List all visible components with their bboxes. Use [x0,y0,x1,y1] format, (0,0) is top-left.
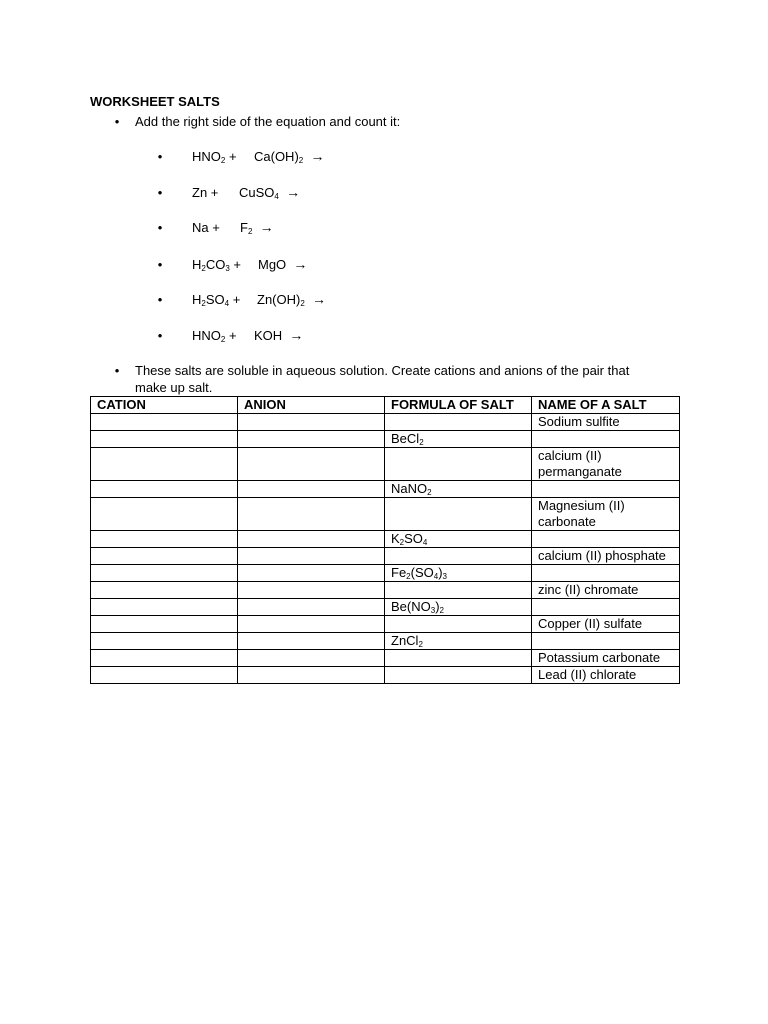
cation-cell [91,448,238,481]
name-cell [532,548,680,565]
formula-cell [385,498,532,531]
equation-left: Zn + [192,185,219,200]
name-cell-text: Potassium carbonate [538,650,661,665]
formula-cell-text: BeCl$_2$ [391,431,424,447]
table-row [91,650,680,667]
equation-left: Na + [192,220,220,235]
formula-cell [385,481,532,498]
cation-cell [91,414,238,431]
bullet-icon: • [157,257,163,272]
header-anion: ANION [238,397,385,414]
formula-cell [385,448,532,481]
table-header-row [91,397,680,414]
equation-left: $H_2SO_4$ + [192,292,241,308]
table-row [91,431,680,448]
name-cell-text: Lead (II) chlorate [538,667,637,682]
cation-cell [91,431,238,448]
anion-cell [238,481,385,498]
arrow-icon: → [312,291,327,307]
instruction-2-line-1: These salts are soluble in aqueous solution. Create cations and anions of the pair that [135,363,630,378]
name-cell [532,414,680,431]
table-row [91,498,680,531]
bullet-icon: • [157,185,163,200]
formula-cell [385,531,532,548]
bullet-icon: • [157,292,163,307]
table-row [91,599,680,616]
formula-cell [385,431,532,448]
formula-cell-text: $Fe_2(SO_4)_3$ [391,565,447,581]
anion-cell [238,548,385,565]
table-row [91,616,680,633]
name-cell [532,616,680,633]
bullet-icon: • [114,114,120,129]
table-row [91,481,680,498]
equation-right: MgO → [258,256,308,272]
cation-cell [91,650,238,667]
name-cell [532,582,680,599]
name-cell [532,498,680,531]
name-cell [532,565,680,582]
formula-cell-text: NaNO$_2$ [391,481,432,497]
equation-right: KOH → [254,327,304,343]
instruction-1-text: Add the right side of the equation and count it: [135,114,401,129]
anion-cell [238,599,385,616]
formula-cell [385,633,532,650]
table-row [91,582,680,599]
formula-cell [385,565,532,582]
anion-cell [238,616,385,633]
bullet-icon: • [157,328,163,343]
table-row [91,565,680,582]
name-cell [532,531,680,548]
table-row [91,548,680,565]
equation-right: CuSO$_4$ → [239,184,301,201]
arrow-icon: → [286,184,301,200]
arrow-icon: → [259,219,274,235]
formula-cell-text: ZnCl$_2$ [391,633,423,649]
cation-cell [91,582,238,599]
name-cell [532,448,680,481]
equation-left: $H_2CO_3$ + [192,257,242,273]
equation-right: $Ca(OH)_2$ → [254,148,325,165]
name-cell-text: zinc (II) chromate [538,582,639,597]
equation-left: $HNO_2$ + [192,149,237,165]
cation-cell [91,599,238,616]
header-name: NAME OF A SALT [532,397,680,414]
formula-cell [385,616,532,633]
header-cation: CATION [91,397,238,414]
cation-cell [91,633,238,650]
formula-cell-text: $Be(NO_3)_2$ [391,599,444,615]
name-cell [532,667,680,684]
anion-cell [238,414,385,431]
anion-cell [238,667,385,684]
arrow-icon: → [310,148,325,164]
bullet-icon: • [157,149,163,164]
bullet-icon: • [114,363,120,378]
equation-left: $HNO_2$ + [192,328,237,344]
page-title: WORKSHEET SALTS [90,94,220,109]
name-cell-text: Copper (II) sulfate [538,616,643,631]
anion-cell [238,565,385,582]
anion-cell [238,431,385,448]
anion-cell [238,650,385,667]
anion-cell [238,531,385,548]
bullet-icon: • [157,220,163,235]
formula-cell [385,599,532,616]
table-row [91,448,680,481]
equation-right: $Zn(OH)_2$ → [257,291,327,308]
table-row [91,414,680,431]
header-formula: FORMULA OF SALT [385,397,532,414]
name-cell [532,599,680,616]
formula-cell [385,414,532,431]
name-cell-text: calcium (II) phosphate [538,548,666,563]
instruction-2-line-2: make up salt. [135,380,213,395]
formula-cell [385,650,532,667]
cation-cell [91,667,238,684]
cation-cell [91,548,238,565]
formula-cell [385,582,532,599]
name-cell [532,650,680,667]
table-row [91,531,680,548]
anion-cell [238,498,385,531]
formula-cell [385,667,532,684]
anion-cell [238,582,385,599]
arrow-icon: → [293,256,308,272]
equation-right: $F_2$ → [240,219,274,236]
salts-table [90,396,680,684]
cation-cell [91,565,238,582]
name-cell-text: Sodium sulfite [538,414,620,429]
name-cell [532,633,680,650]
cation-cell [91,531,238,548]
cation-cell [91,616,238,633]
name-cell [532,481,680,498]
formula-cell-text: $K_2SO_4$ [391,531,428,547]
arrow-icon: → [289,327,304,343]
table-row [91,667,680,684]
anion-cell [238,633,385,650]
name-cell-text: calcium (II) permanganate [538,448,622,479]
formula-cell [385,548,532,565]
anion-cell [238,448,385,481]
cation-cell [91,481,238,498]
name-cell-text: Magnesium (II) carbonate [538,498,625,529]
name-cell [532,431,680,448]
table-row [91,633,680,650]
cation-cell [91,498,238,531]
